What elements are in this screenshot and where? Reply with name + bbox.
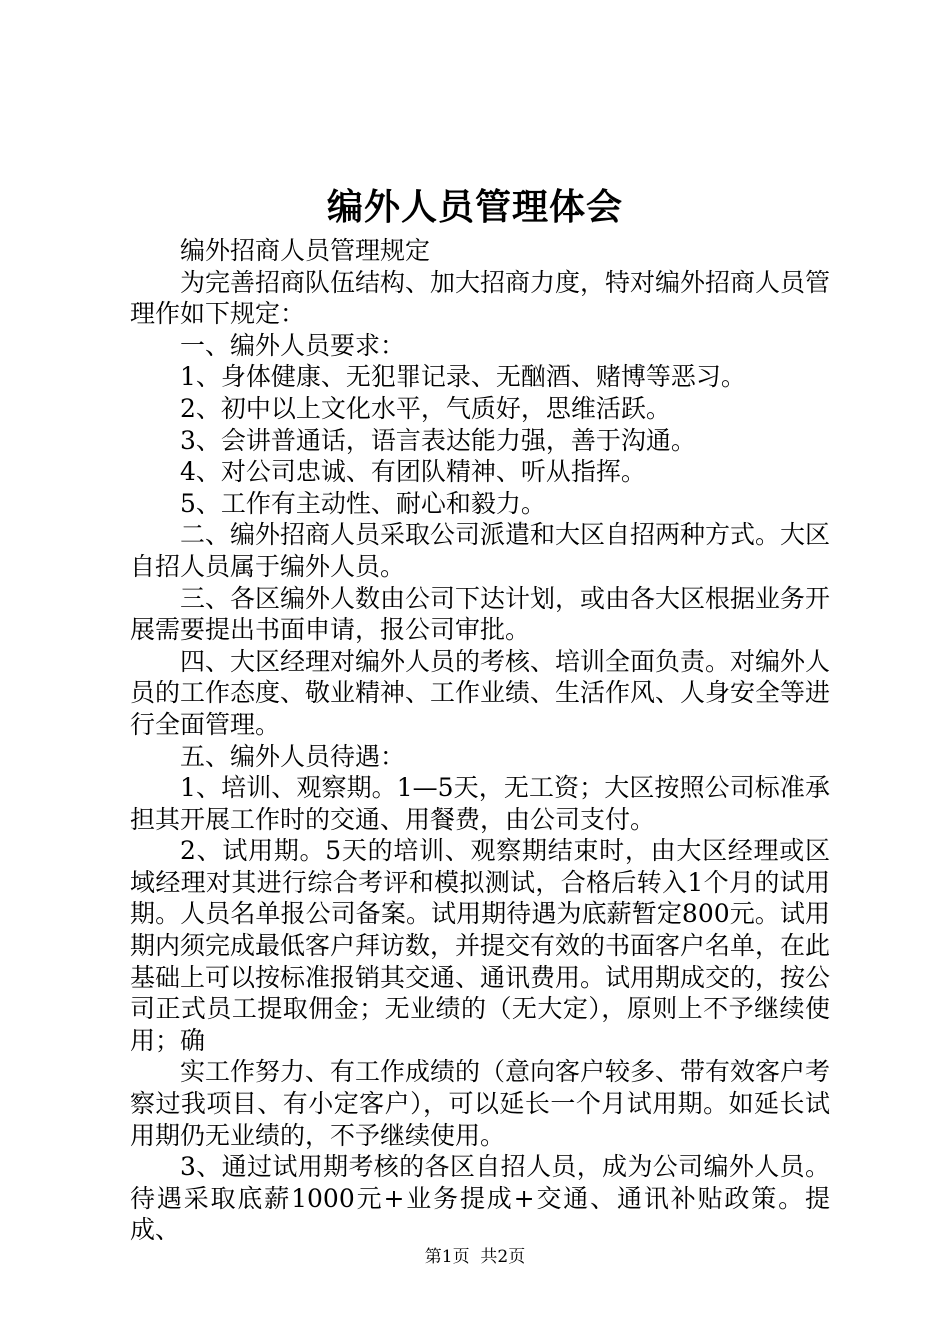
requirement-item: 4、对公司忠诚、有团队精神、听从指挥。 (180, 457, 646, 487)
treatment-item: 3、通过试用期考核的各区自招人员，成为公司编外人员。待遇采取底薪1000元+业务提成+交通、通讯补贴政策。提成、 (130, 1152, 830, 1245)
paragraph-intro: 为完善招商队伍结构、加大招商力度，特对编外招商人员管理作如下规定： (130, 267, 831, 329)
requirement-item: 3、会讲普通话，语言表达能力强，善于沟通。 (180, 425, 696, 455)
treatment-item-continued: 实工作努力、有工作成绩的（意向客户较多、带有效客户考察过我项目、有小定客户），可以延长一个月试用期。如延长试用期仍无业绩的，不予继续使用。 (130, 1057, 831, 1150)
document-title: 编外人员管理体会 (326, 186, 623, 228)
requirement-item: 2、初中以上文化水平，气质好，思维活跃。 (180, 393, 671, 423)
treatment-item: 1、培训、观察期。1—5天，无工资；大区按照公司标准承担其开展工作时的交通、用餐费，由公司支付。 (130, 773, 830, 834)
section-heading-requirements: 一、编外人员要求： (180, 330, 406, 360)
page-number: 第1页 (424, 1247, 470, 1267)
paragraph-section-two: 二、编外招商人员采取公司派遣和大区自招两种方式。大区自招人员属于编外人员。 (130, 520, 831, 581)
paragraph-section-four: 四、大区经理对编外人员的考核、培训全面负责。对编外人员的工作态度、敬业精神、工作业绩、生活作风、人身安全等进行全面管理。 (130, 646, 831, 739)
requirement-item: 5、工作有主动性、耐心和毅力。 (180, 488, 546, 518)
section-heading-treatment: 五、编外人员待遇： (180, 741, 406, 771)
page-footer (0, 1245, 950, 1269)
paragraph-subtitle: 编外招商人员管理规定 (180, 236, 431, 265)
requirement-item: 1、身体健康、无犯罪记录、无酗酒、赌博等恶习。 (180, 362, 746, 392)
document-body (130, 235, 830, 1246)
page-total: 共2页 (480, 1247, 526, 1267)
treatment-item: 2、试用期。5天的培训、观察期结束时，由大区经理或区域经理对其进行综合考评和模拟测试，合格后转入1个月的试用期。人员名单报公司备案。试用期待遇为底薪暂定800元。试用期内须完成最低客户拜访数，并提交有效的书面客户名单，在此基础上可以按标准报销其交通、通讯费用。试用期成交的，按公司正式员工提取佣金；无业绩的（无大定），原则上不予继续使用；确 (130, 836, 831, 1055)
paragraph-section-three: 三、各区编外人数由公司下达计划，或由各大区根据业务开展需要提出书面申请，报公司审批。 (130, 583, 831, 645)
